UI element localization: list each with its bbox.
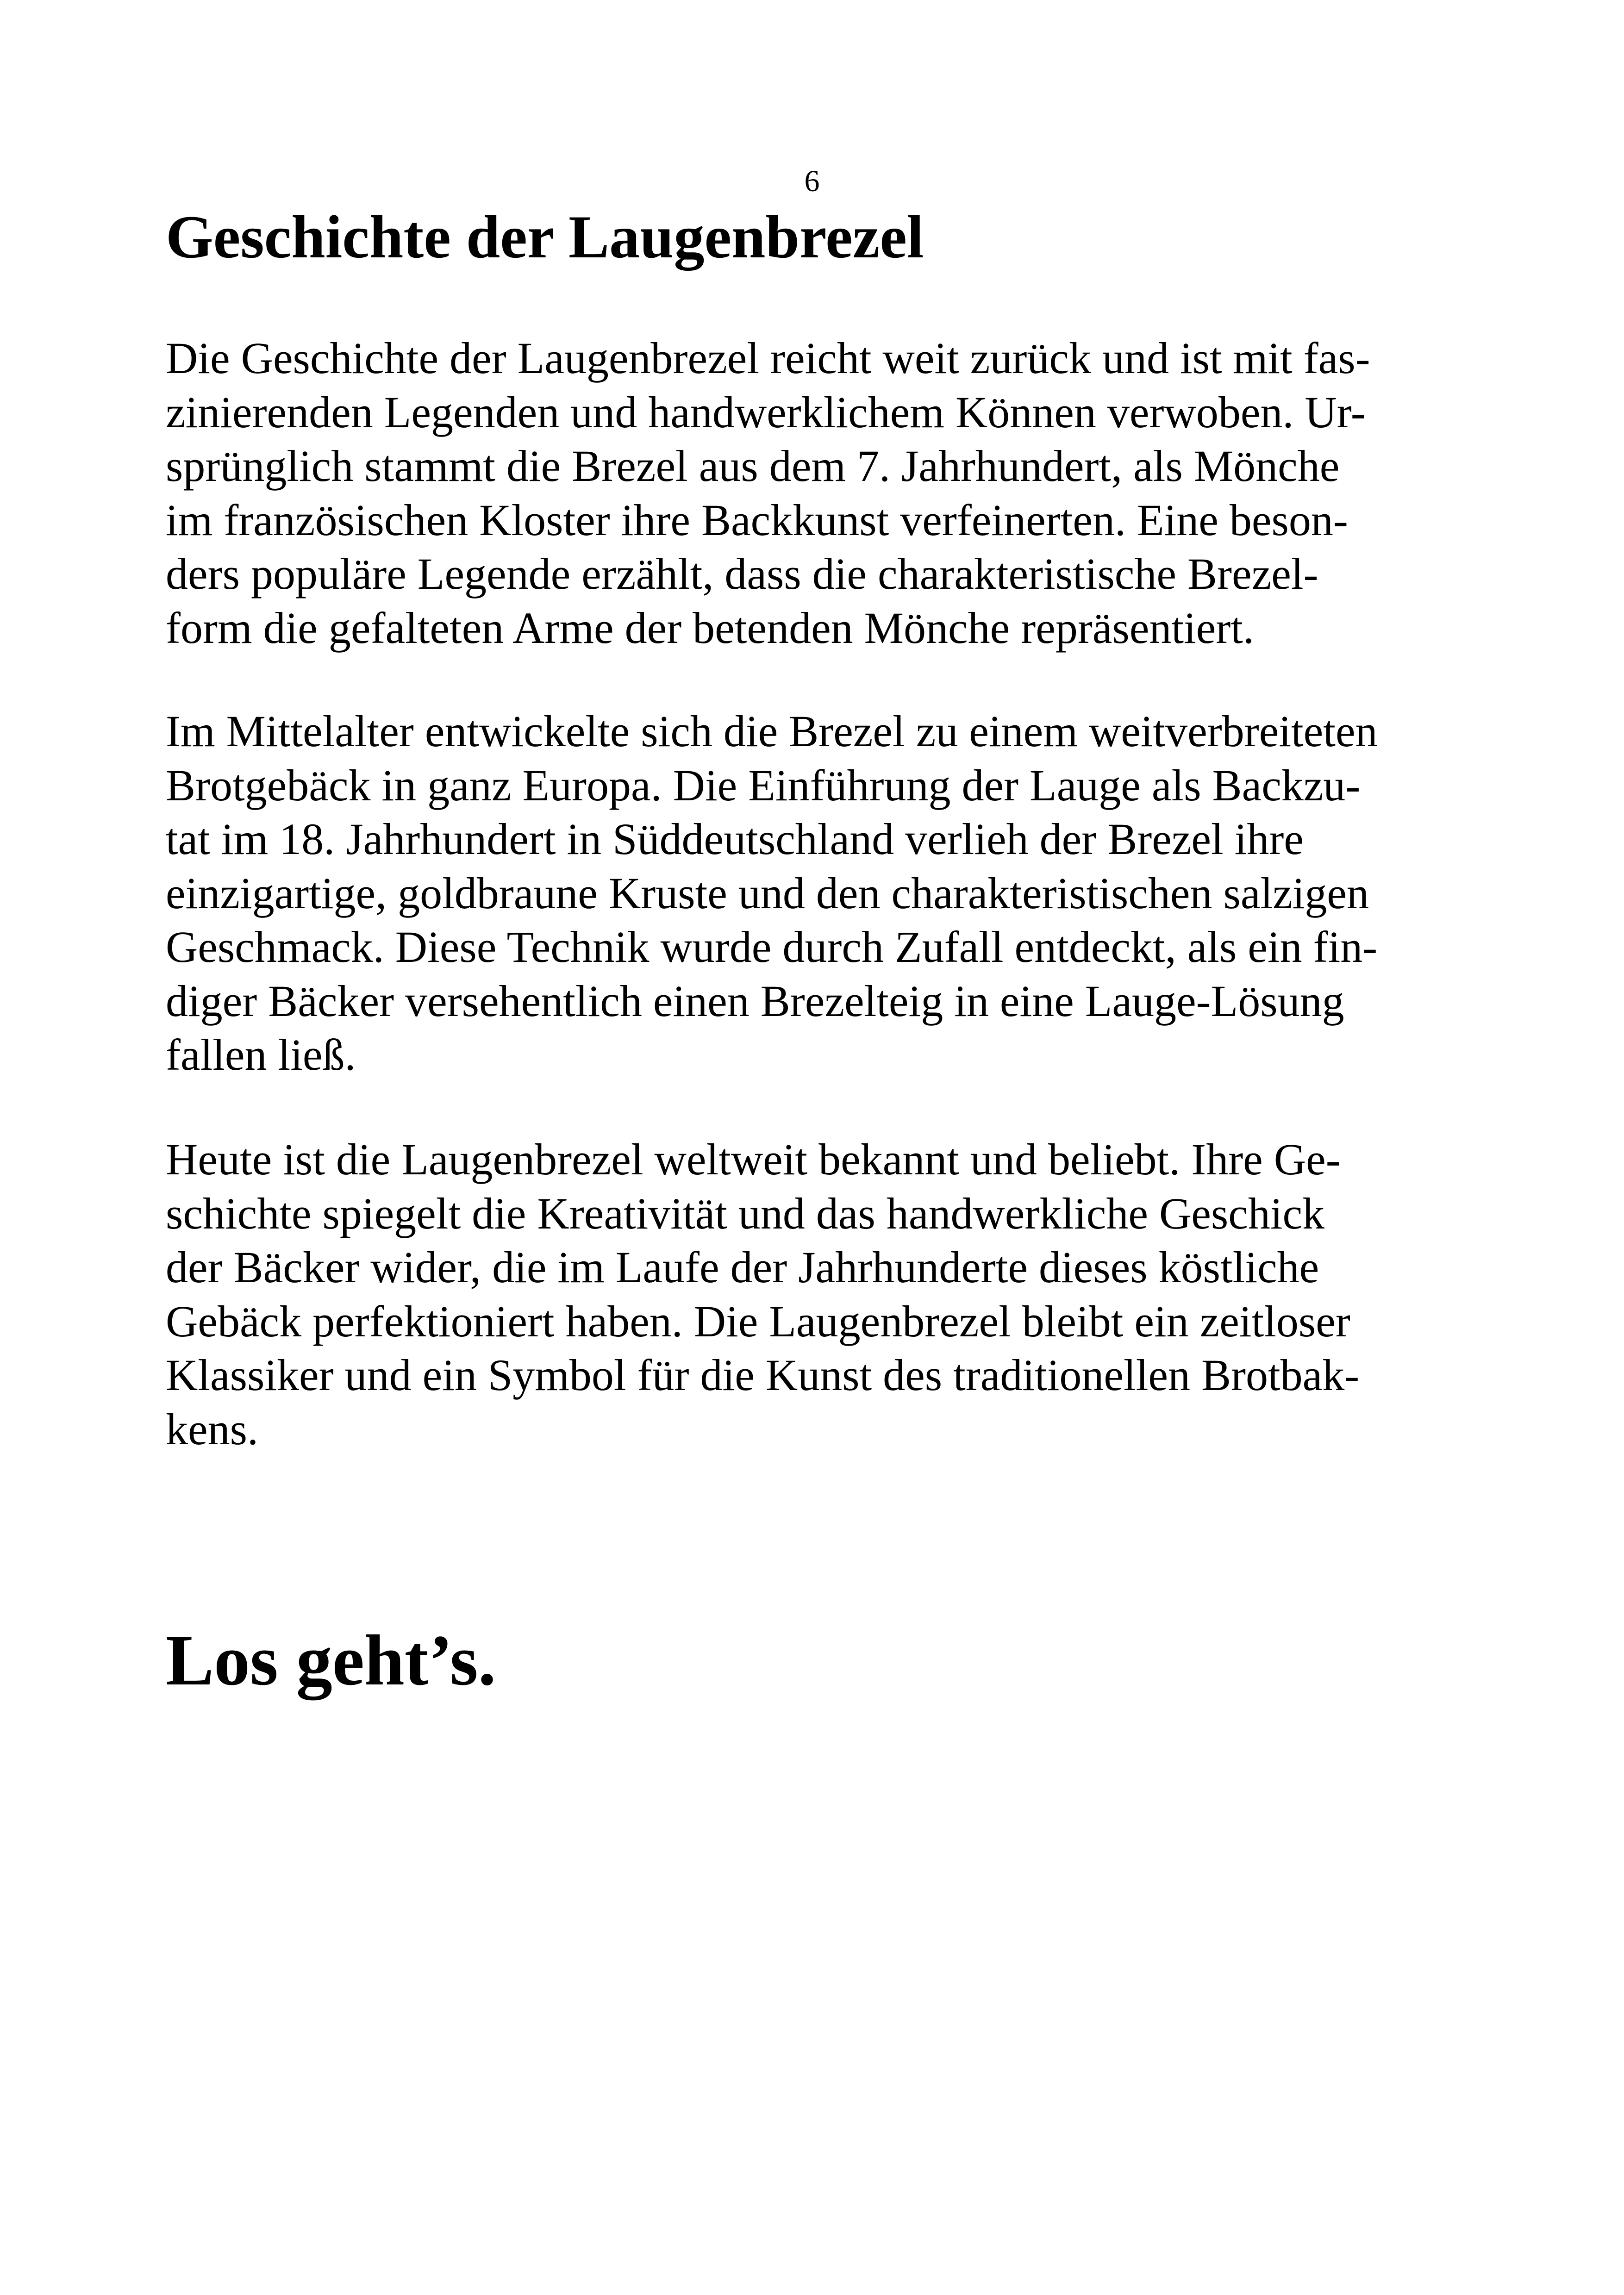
text-line: Brotgebäck in ganz Europa. Die Einführung der Lauge als Backzu-	[166, 760, 1361, 810]
paragraph-middle-ages	[166, 705, 1378, 1082]
paragraph-today	[166, 1133, 1359, 1456]
text-line: form die gefalteten Arme der betenden Mönche repräsentiert.	[166, 603, 1254, 653]
text-line: im französischen Kloster ihre Backkunst verfeinerten. Eine beson-	[166, 495, 1348, 545]
page-title: Geschichte der Laugenbrezel	[166, 203, 924, 271]
text-line: Die Geschichte der Laugenbrezel reicht weit zurück und ist mit fas-	[166, 333, 1370, 383]
text-line: sprünglich stammt die Brezel aus dem 7. Jahrhundert, als Mönche	[166, 441, 1340, 491]
text-line: ders populäre Legende erzählt, dass die charakteristische Brezel-	[166, 549, 1318, 599]
text-line: schichte spiegelt die Kreativität und das handwerkliche Geschick	[166, 1188, 1325, 1238]
text-line: Klassiker und ein Symbol für die Kunst des traditionellen Brotbak-	[166, 1350, 1360, 1400]
text-line: tat im 18. Jahrhundert in Süddeutschland verlieh der Brezel ihre	[166, 814, 1304, 864]
paragraph-origins	[166, 331, 1370, 655]
text-line: zinierenden Legenden und handwerklichem Können verwoben. Ur-	[166, 387, 1366, 437]
closing-heading: Los geht’s.	[166, 1620, 496, 1700]
text-line: Im Mittelalter entwickelte sich die Brezel zu einem weitverbreiteten	[166, 706, 1378, 756]
text-line: Heute ist die Laugenbrezel weltweit bekannt und beliebt. Ihre Ge-	[166, 1135, 1341, 1184]
text-line: Gebäck perfektioniert haben. Die Laugenbrezel bleibt ein zeitloser	[166, 1296, 1350, 1346]
text-line: fallen ließ.	[166, 1030, 356, 1079]
text-line: der Bäcker wider, die im Laufe der Jahrhunderte dieses köstliche	[166, 1242, 1319, 1292]
text-line: Geschmack. Diese Technik wurde durch Zufall entdeckt, als ein fin-	[166, 922, 1378, 972]
page-number: 6	[804, 164, 820, 198]
text-line: diger Bäcker versehentlich einen Brezelteig in eine Lauge-Lösung	[166, 976, 1344, 1026]
text-line: kens.	[166, 1404, 258, 1454]
text-line: einzigartige, goldbraune Kruste und den charakteristischen salzigen	[166, 868, 1369, 918]
